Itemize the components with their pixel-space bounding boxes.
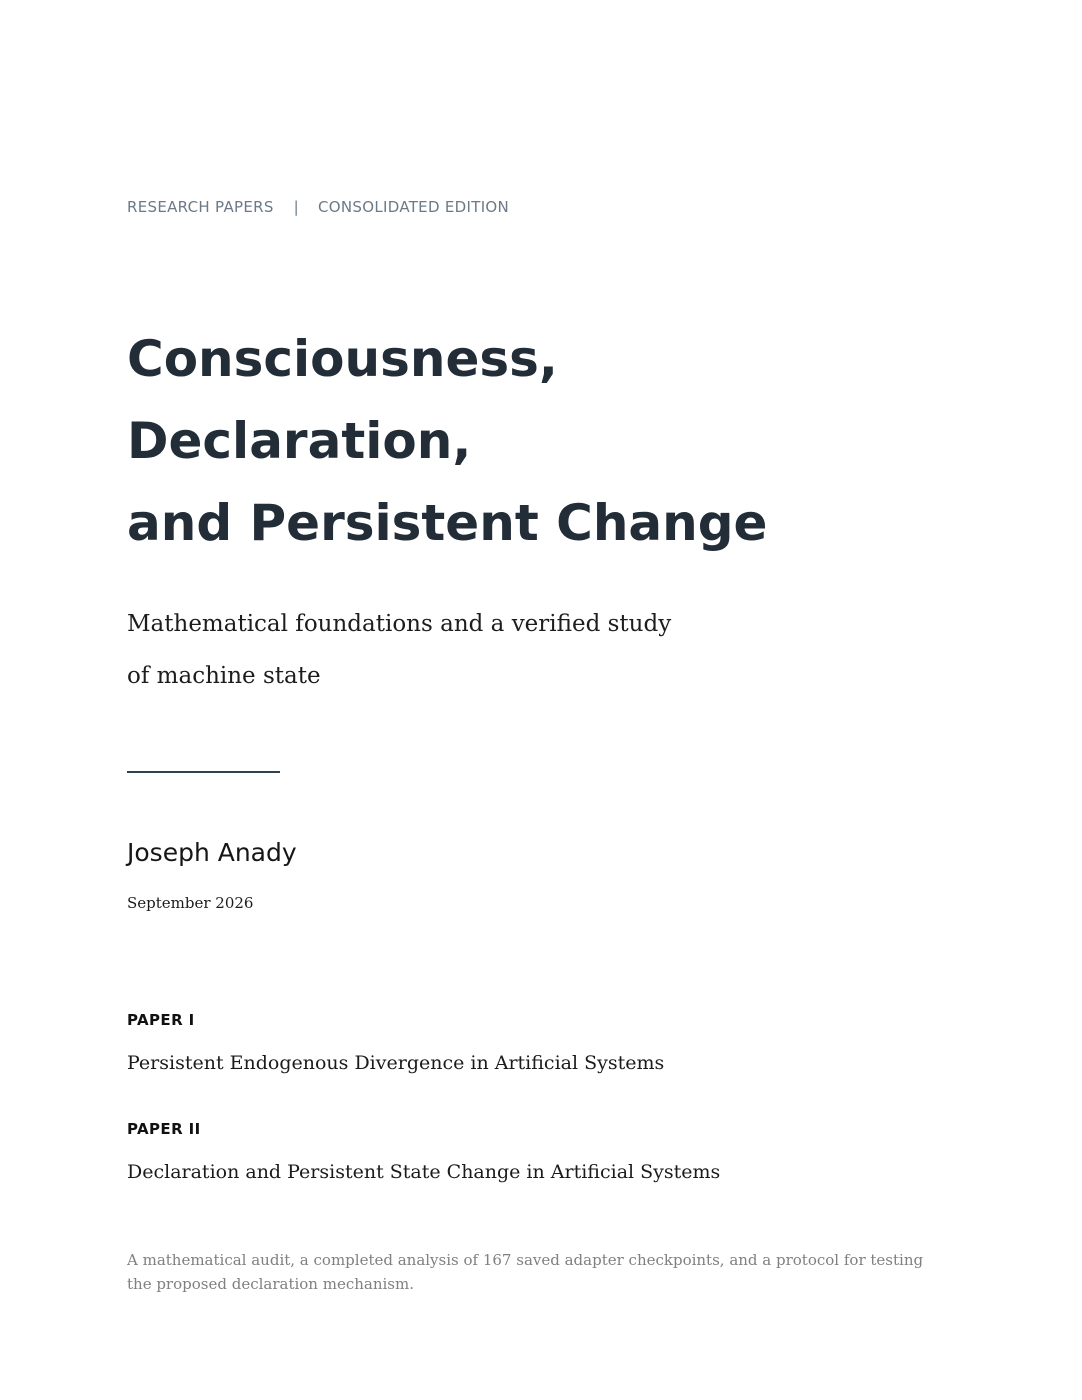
paper-2-label: PAPER II bbox=[127, 1120, 201, 1138]
author-name: Joseph Anady bbox=[127, 838, 297, 867]
series-label: RESEARCH PAPERS bbox=[127, 198, 274, 216]
title-line-1: Consciousness, bbox=[127, 330, 558, 388]
subtitle-line-2: of machine state bbox=[127, 663, 321, 689]
title-line-3: and Persistent Change bbox=[127, 494, 768, 552]
subtitle-line-1: Mathematical foundations and a verified study bbox=[127, 611, 672, 637]
edition-label: CONSOLIDATED EDITION bbox=[318, 198, 510, 216]
summary-text: A mathematical audit, a completed analysis of 167 saved adapter checkpoints, and a protocol for testing the proposed declaration mechanism. bbox=[127, 1251, 924, 1293]
series-header bbox=[127, 198, 509, 216]
publication-date: September 2026 bbox=[127, 894, 254, 912]
paper-2-title: Declaration and Persistent State Change in Artificial Systems bbox=[127, 1161, 721, 1183]
paper-1-title: Persistent Endogenous Divergence in Artificial Systems bbox=[127, 1052, 665, 1074]
document-subtitle bbox=[127, 598, 671, 702]
paper-1-label: PAPER I bbox=[127, 1011, 195, 1029]
header-separator: | bbox=[293, 198, 300, 216]
title-line-2: Declaration, bbox=[127, 412, 472, 470]
divider-rule bbox=[127, 771, 280, 773]
document-title bbox=[127, 318, 767, 564]
